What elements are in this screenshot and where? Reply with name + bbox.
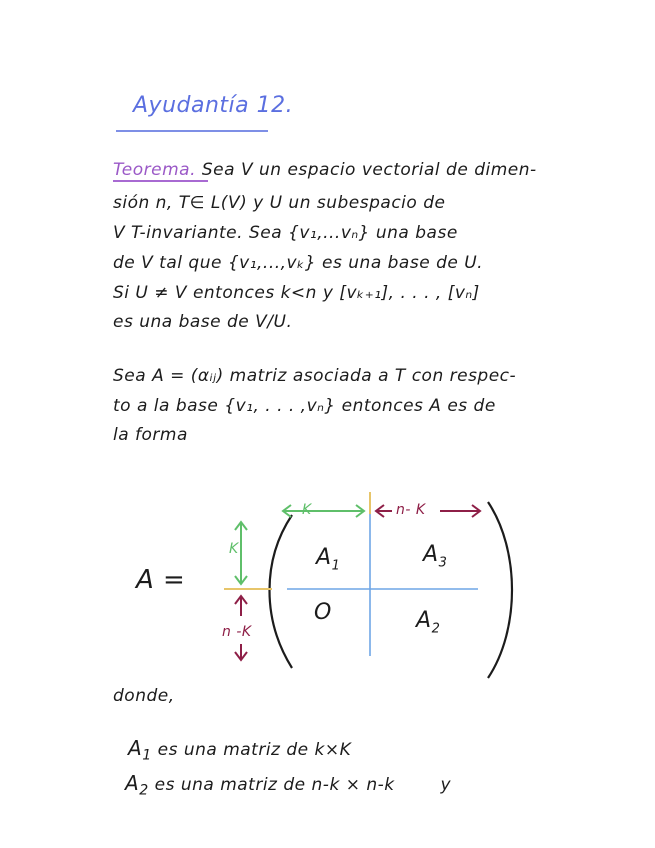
donde-text: donde, bbox=[113, 686, 175, 706]
top-n-minus-k-label: n- K bbox=[396, 502, 426, 518]
right-paren bbox=[488, 502, 512, 678]
item-a1: $A_1$ es una matriz de k×K bbox=[128, 736, 352, 764]
side-k-label: K bbox=[229, 541, 239, 557]
theorem-line-2: sión n, T∈ L(V) y U un subespacio de bbox=[113, 193, 446, 213]
paragraph-line-1: Sea A = (αᵢⱼ) matriz asociada a T con respec- bbox=[113, 366, 517, 386]
paragraph-line-2: to a la base {v₁, . . . ,vₙ} entonces A es de bbox=[113, 396, 496, 416]
theorem-line-6: es una base de V/U. bbox=[113, 312, 293, 332]
page-title: Ayudantía 12. bbox=[133, 93, 294, 118]
theorem-line-4: de V tal que {v₁,...,vₖ} es una base de U. bbox=[113, 253, 484, 273]
theorem-text-1: Sea V un espacio vectorial de dimen- bbox=[201, 160, 537, 180]
block-a1: $A_1$ bbox=[316, 545, 341, 574]
side-n-minus-k-label: n -K bbox=[222, 624, 252, 640]
item-a2: $A_2$ es una matriz de n-k × n-k y bbox=[125, 771, 452, 799]
block-a2: $A_2$ bbox=[416, 608, 441, 637]
paragraph-line-3: la forma bbox=[113, 425, 188, 445]
theorem-line-3: V T-invariante. Sea {v₁,...vₙ} una base bbox=[113, 223, 458, 243]
left-paren bbox=[270, 515, 293, 668]
top-k-label: K bbox=[302, 502, 312, 518]
theorem-line-5: Si U ≠ V entonces k<n y [vₖ₊₁], . . . , [vₙ] bbox=[113, 283, 480, 303]
theorem-label: Teorema. bbox=[113, 160, 196, 180]
block-a3: $A_3$ bbox=[423, 542, 448, 571]
matrix-lhs: A = bbox=[136, 565, 186, 595]
block-zero: O bbox=[314, 600, 332, 625]
